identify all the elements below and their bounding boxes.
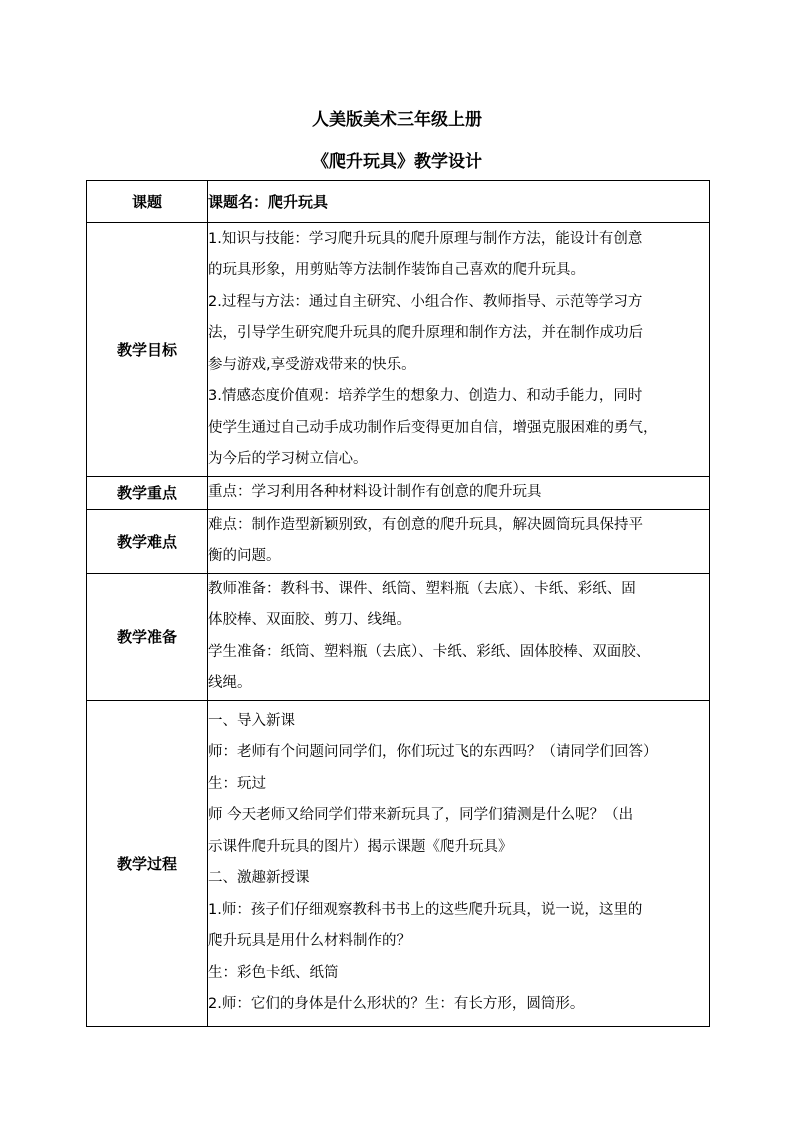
text-line: 3.情感态度价值观：培养学生的想象力、创造力、和动手能力，同时 xyxy=(208,388,643,404)
text-line: 使学生通过自己动手成功制作后变得更加自信，增强克服困难的勇气， xyxy=(208,419,658,436)
text-line: 学生准备：纸筒、塑料瓶（去底）、卡纸、彩纸、固体胶棒、双面胶、 xyxy=(208,643,651,660)
row-label-topic: 课题 xyxy=(87,181,208,223)
row-content-key-points xyxy=(208,477,710,510)
row-label-difficulties: 教学难点 xyxy=(87,509,208,573)
row-label-preparation: 教学准备 xyxy=(87,573,208,700)
text-line: 一、导入新课 xyxy=(208,712,295,729)
row-content-difficulties xyxy=(208,509,710,573)
text-line: 教师准备：教科书、课件、纸筒、塑料瓶（去底）、卡纸、彩纸、固 xyxy=(208,580,636,597)
document-subtitle: 《爬升玩具》教学设计 xyxy=(312,152,482,172)
text-line: 1.师：孩子们仔细观察教科书书上的这些爬升玩具，说一说，这里的 xyxy=(208,901,643,918)
text-line: 爬升玩具是用什么材料制作的？ xyxy=(208,933,411,949)
document-title: 人美版美术三年级上册 xyxy=(312,110,482,130)
text-line: 衡的问题。 xyxy=(208,548,281,564)
text-line: 师 今天老师又给同学们带来新玩具了，同学们猜测是什么呢？（出 xyxy=(208,807,634,823)
text-line: 师：老师有个问题问同学们，你们玩过飞的东西吗？（请同学们回答） xyxy=(208,744,658,760)
row-content-process xyxy=(208,700,710,1026)
text-line: 法，引导学生研究爬升玩具的爬升原理和制作方法，并在制作成功后 xyxy=(208,325,643,341)
text-line: 线绳。 xyxy=(208,675,252,691)
row-label-process: 教学过程 xyxy=(87,700,208,1026)
text-line: 为今后的学习树立信心。 xyxy=(208,451,368,467)
table-row xyxy=(87,477,710,510)
table-row xyxy=(87,573,710,700)
lesson-plan-table xyxy=(86,180,710,1027)
text-line: 的玩具形象，用剪贴等方法制作装饰自己喜欢的爬升玩具。 xyxy=(208,262,585,278)
text-line: 难点：制作造型新颖别致，有创意的爬升玩具，解决圆筒玩具保持平 xyxy=(208,516,643,533)
table-row xyxy=(87,509,710,573)
row-label-objectives: 教学目标 xyxy=(87,223,208,477)
text-line: 2.过程与方法：通过自主研究、小组合作、教师指导、示范等学习方 xyxy=(208,293,643,310)
text-line: 生：玩过 xyxy=(208,775,266,792)
row-content-topic: 课题名：爬升玩具 xyxy=(208,181,710,223)
row-content-objectives xyxy=(208,223,710,477)
row-label-key-points: 教学重点 xyxy=(87,477,208,510)
text-line: 2.师：它们的身体是什么形状的？生：有长方形，圆筒形。 xyxy=(208,996,585,1012)
table-row xyxy=(87,181,710,223)
row-content-preparation xyxy=(208,573,710,700)
text-line: 生：彩色卡纸、纸筒 xyxy=(208,964,339,981)
table-row xyxy=(87,700,710,1026)
text-line: 示课件爬升玩具的图片）揭示课题《爬升玩具》 xyxy=(208,838,513,855)
text-line: 重点：学习利用各种材料设计制作有创意的爬升玩具 xyxy=(208,484,542,500)
text-line: 参与游戏,享受游戏带来的快乐。 xyxy=(208,356,416,373)
text-line: 二、激趣新授课 xyxy=(208,870,310,886)
table-row xyxy=(87,223,710,477)
text-line: 体胶棒、双面胶、剪刀、线绳。 xyxy=(208,612,411,628)
text-line: 1.知识与技能：学习爬升玩具的爬升原理与制作方法，能设计有创意 xyxy=(208,230,643,247)
